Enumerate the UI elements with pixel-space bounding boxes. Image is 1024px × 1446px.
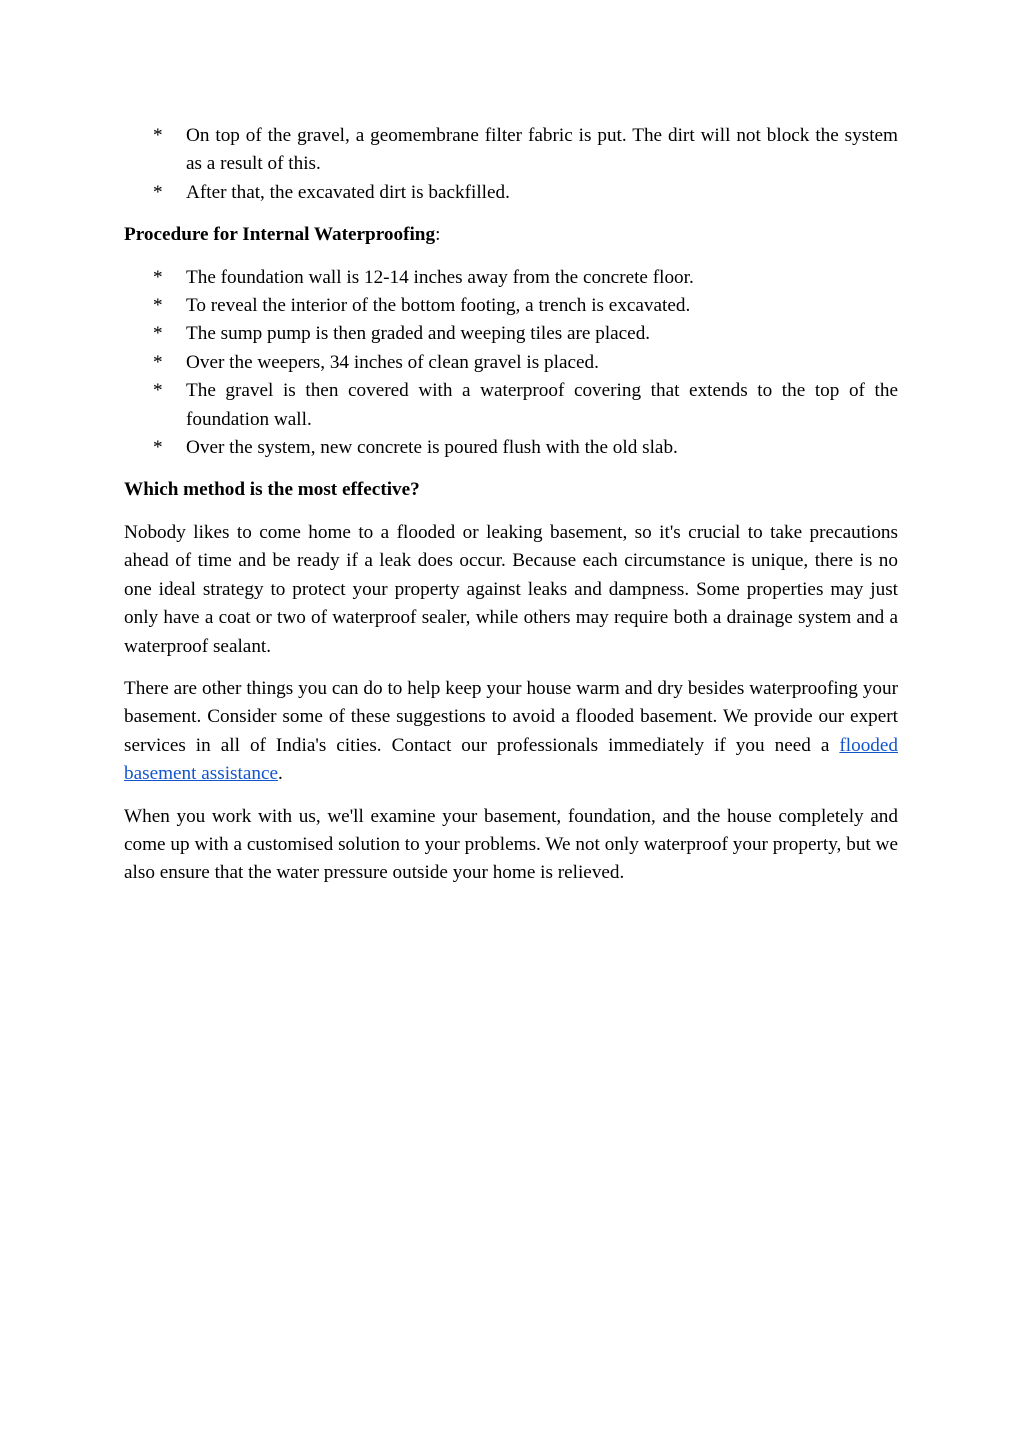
heading-colon: : (435, 224, 441, 246)
list-item-text: Over the weepers, 34 inches of clean gravel is placed. (186, 351, 599, 373)
paragraph-flooded-basement: Nobody likes to come home to a flooded or leaking basement, so it's crucial to take precautions ahead of time and be ready if a leak does occur. Because each circumstance is unique, there is no one ideal strategy to protect your property against leaks and dampness. Some properties may just only have a coat or two of waterproof sealer, while others may require both a drainage system and a waterproof sealant. (124, 521, 898, 657)
list-item-text: Over the system, new concrete is poured flush with the old slab. (186, 437, 678, 459)
paragraph-period: . (277, 763, 283, 785)
list-item (124, 122, 898, 179)
bullet-list-external-steps (124, 122, 898, 207)
bullet-marker: * (153, 266, 163, 288)
list-item-text: The sump pump is then graded and weeping tiles are placed. (186, 323, 651, 345)
list-item (124, 320, 898, 348)
bullet-marker: * (153, 295, 163, 317)
list-item (124, 292, 898, 320)
bullet-marker: * (153, 125, 163, 146)
list-item (124, 179, 898, 207)
bullet-marker: * (153, 351, 163, 373)
flooded-basement-assistance-link[interactable]: flooded basement assistance (124, 734, 898, 785)
bullet-marker: * (153, 323, 163, 345)
list-item (124, 377, 898, 434)
list-item (124, 434, 898, 462)
bullet-marker: * (153, 437, 163, 459)
paragraph-work-with-us: When you work with us, we'll examine your basement, foundation, and the house completely and come up with a customised solution to your problems. We not only waterproof your property, but we also ensure that the water pressure outside your home is relieved. (124, 805, 898, 884)
bullet-list-internal-steps (124, 264, 898, 463)
list-item-text: The foundation wall is 12-14 inches away from the concrete floor. (186, 266, 694, 288)
bullet-marker: * (153, 380, 163, 402)
list-item-text: After that, the excavated dirt is backfilled. (186, 181, 510, 203)
document-page (124, 122, 898, 888)
list-item (124, 349, 898, 377)
paragraph-suggestions (124, 675, 898, 789)
paragraph-text: There are other things you can do to help keep your house warm and dry besides waterproofing your basement. Consider some of these suggestions to avoid a flooded basement. We provide our expert services in all of India's cities. Contact our professionals immediately if you need a (124, 677, 898, 756)
bullet-marker: * (153, 181, 163, 203)
list-item-text: On top of the gravel, a geomembrane filter fabric is put. The dirt will not block the system as a result of this. (186, 125, 898, 175)
section-heading-most-effective: Which method is the most effective? (124, 479, 420, 501)
list-item-text: To reveal the interior of the bottom footing, a trench is excavated. (186, 295, 691, 317)
heading-text: Procedure for Internal Waterproofing (124, 224, 436, 246)
list-item (124, 264, 898, 292)
section-heading-internal-waterproofing (124, 221, 898, 249)
list-item-text: The gravel is then covered with a waterproof covering that extends to the top of the foundation wall. (186, 380, 898, 430)
